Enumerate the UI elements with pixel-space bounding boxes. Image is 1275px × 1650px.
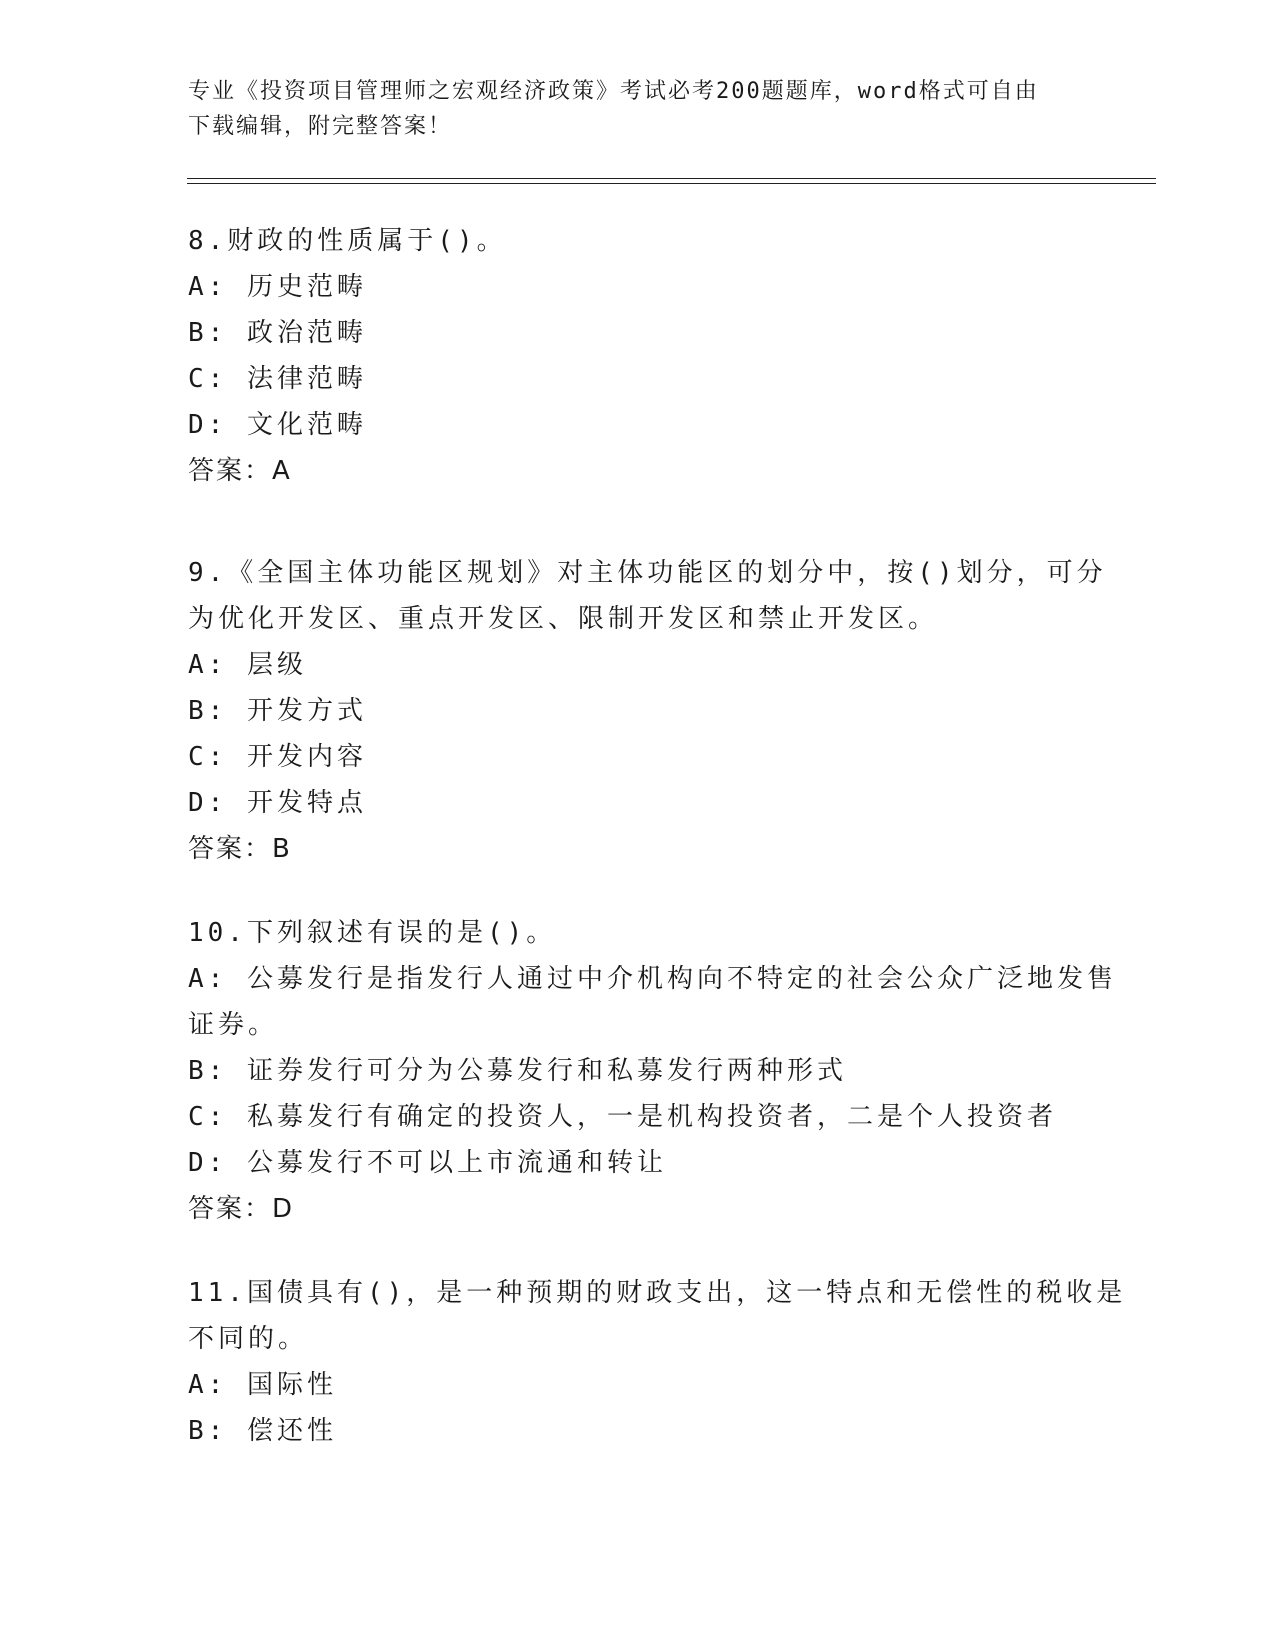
question-9 [188,550,1107,872]
question-8 [188,218,1088,494]
answer-text: 答案：A [188,456,292,486]
option-a: A: 层级 [188,650,307,680]
option-a: A: 国际性 [188,1370,337,1400]
option-b: B: 开发方式 [188,696,367,726]
option-a: A: 历史范畴 [188,272,367,302]
answer-text: 答案：B [188,834,292,864]
option-c: C: 法律范畴 [188,364,367,394]
option-a: A: 公募发行是指发行人通过中介机构向不特定的社会公众广泛地发售 [188,964,1117,994]
option-c: C: 私募发行有确定的投资人，一是机构投资者，二是个人投资者 [188,1102,1057,1132]
option-d: D: 文化范畴 [188,410,367,440]
question-stem: 10.下列叙述有误的是()。 [188,918,557,948]
document-header [188,74,1088,144]
option-a-continued: 证券。 [188,1010,279,1040]
answer-line [188,448,1088,494]
header-line-2: 下载编辑，附完整答案！ [188,114,453,139]
header-line-1: 专业《投资项目管理师之宏观经济政策》考试必考200题题库，word格式可自由 [188,79,1039,104]
option-b: B: 政治范畴 [188,318,367,348]
option-b: B: 偿还性 [188,1416,337,1446]
question-stem-continued: 不同的。 [188,1324,309,1354]
question-11 [188,1270,1127,1454]
question-stem: 11.国债具有()，是一种预期的财政支出，这一特点和无偿性的税收是 [188,1278,1127,1308]
option-d: D: 公募发行不可以上市流通和转让 [188,1148,667,1178]
option-c: C: 开发内容 [188,742,367,772]
question-stem: 8.财政的性质属于()。 [188,226,507,256]
option-b: B: 证券发行可分为公募发行和私募发行两种形式 [188,1056,847,1086]
answer-text: 答案：D [188,1194,295,1224]
question-stem-continued: 为优化开发区、重点开发区、限制开发区和禁止开发区。 [188,604,939,634]
option-d: D: 开发特点 [188,788,367,818]
question-stem: 9.《全国主体功能区规划》对主体功能区的划分中，按()划分，可分 [188,558,1107,588]
header-divider-bottom [187,183,1156,184]
header-divider-top [187,178,1156,179]
answer-line [188,826,1088,872]
answer-line [188,1186,1088,1232]
question-10 [188,910,1117,1232]
